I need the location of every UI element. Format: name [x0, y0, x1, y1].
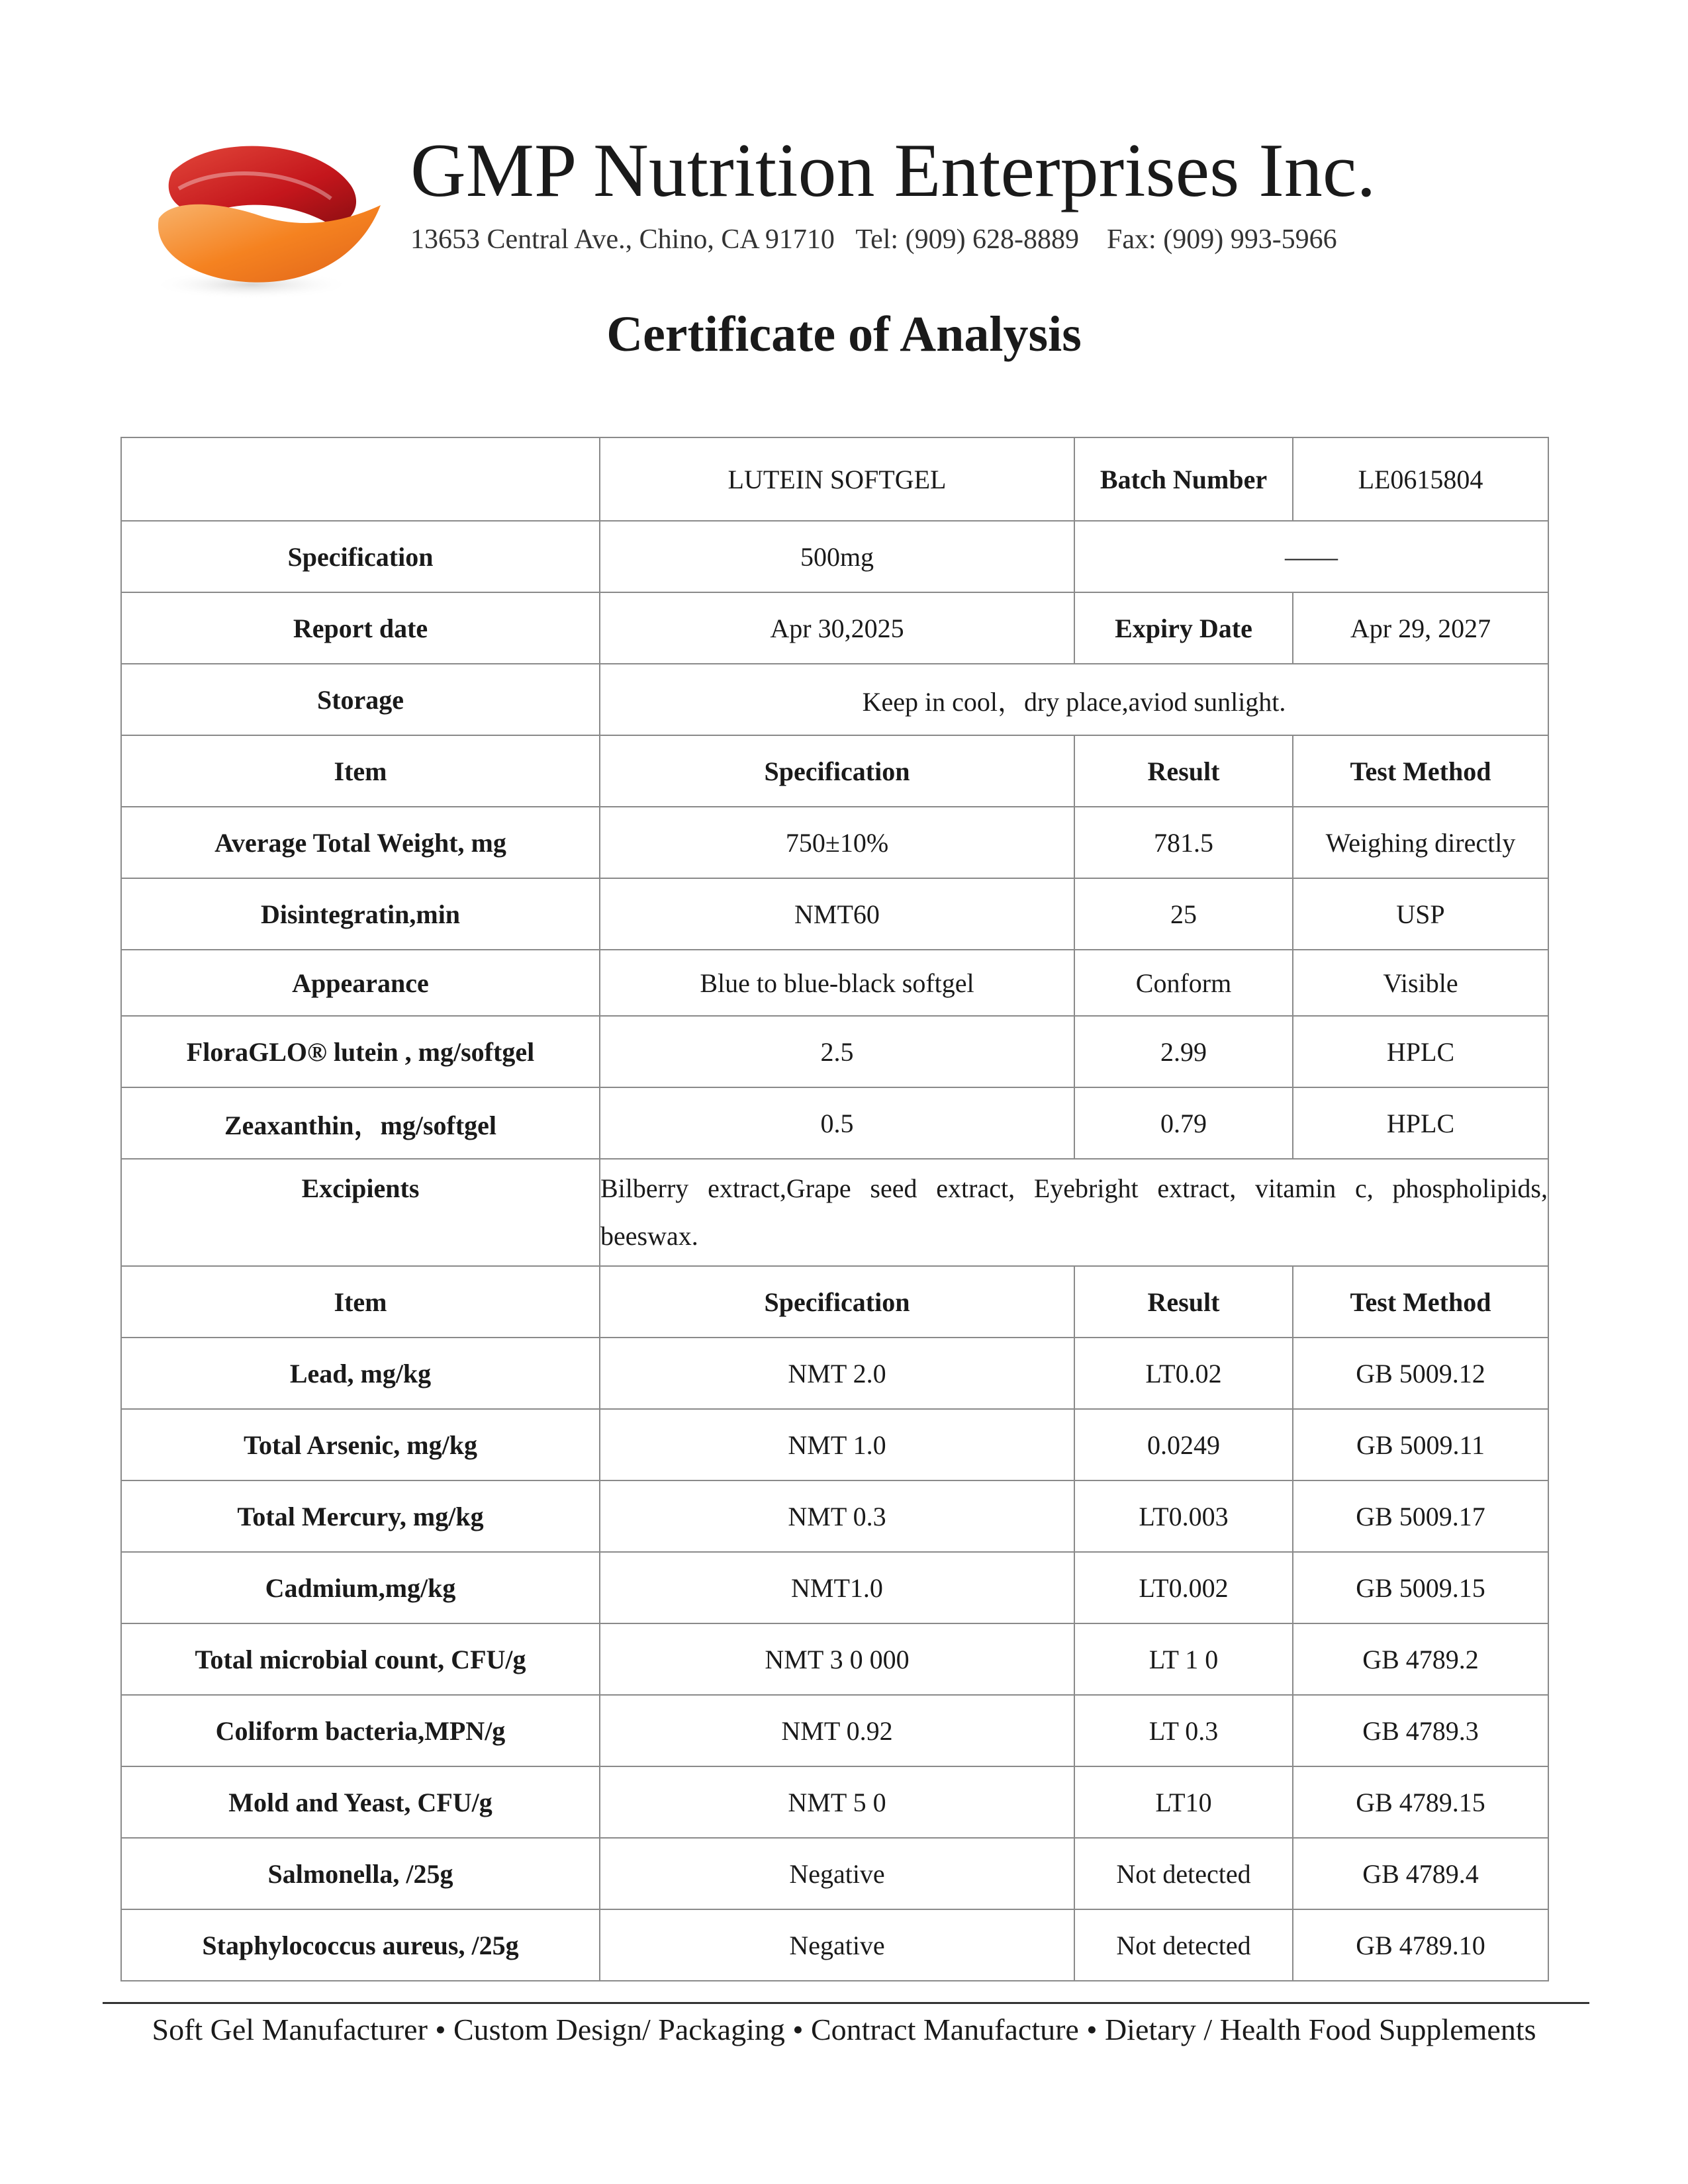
- header-item: Item: [121, 1266, 600, 1338]
- item-test-method: Visible: [1293, 950, 1548, 1016]
- item-result: LT0.02: [1074, 1338, 1293, 1409]
- specification-extra: ——: [1074, 521, 1548, 592]
- section1-header-row: [121, 735, 1548, 807]
- table-row: [121, 1087, 1548, 1159]
- excipients-row: [121, 1159, 1548, 1266]
- item-specification: NMT 2.0: [600, 1338, 1074, 1409]
- header-test-method: Test Method: [1293, 1266, 1548, 1338]
- excipients-value: Bilberry extract,Grape seed extract, Eyebright extract, vitamin c, phospholipids, beeswax.: [600, 1159, 1548, 1266]
- table-row: [121, 1016, 1548, 1087]
- item-result: 0.79: [1074, 1087, 1293, 1159]
- item-result: LT 0.3: [1074, 1695, 1293, 1766]
- header-item: Item: [121, 735, 600, 807]
- item-specification: NMT 0.92: [600, 1695, 1074, 1766]
- item-specification: NMT1.0: [600, 1552, 1074, 1623]
- item-name: Staphylococcus aureus, /25g: [121, 1909, 600, 1981]
- table-row: [121, 807, 1548, 878]
- item-specification: Blue to blue-black softgel: [600, 950, 1074, 1016]
- table-row: [121, 1909, 1548, 1981]
- company-fax: Fax: (909) 993-5966: [1107, 224, 1337, 255]
- item-specification: NMT 0.3: [600, 1480, 1074, 1552]
- storage-value: Keep in cool，dry place,aviod sunlight.: [600, 664, 1548, 735]
- header-result: Result: [1074, 735, 1293, 807]
- empty-cell: [121, 437, 600, 521]
- item-specification: Negative: [600, 1838, 1074, 1909]
- header-specification: Specification: [600, 735, 1074, 807]
- item-name: Coliform bacteria,MPN/g: [121, 1695, 600, 1766]
- item-result: LT 1 0: [1074, 1623, 1293, 1695]
- item-specification: NMT 1.0: [600, 1409, 1074, 1480]
- item-test-method: GB 4789.10: [1293, 1909, 1548, 1981]
- item-test-method: GB 5009.11: [1293, 1409, 1548, 1480]
- item-test-method: GB 5009.12: [1293, 1338, 1548, 1409]
- item-test-method: Weighing directly: [1293, 807, 1548, 878]
- table-row: [121, 950, 1548, 1016]
- item-specification: 750±10%: [600, 807, 1074, 878]
- letterhead: [119, 113, 1575, 311]
- storage-label: Storage: [121, 664, 600, 735]
- table-row: [121, 1838, 1548, 1909]
- item-name: Disintegratin,min: [121, 878, 600, 950]
- item-specification: Negative: [600, 1909, 1074, 1981]
- excipients-label: Excipients: [121, 1159, 600, 1266]
- item-test-method: GB 4789.4: [1293, 1838, 1548, 1909]
- item-name: Total Arsenic, mg/kg: [121, 1409, 600, 1480]
- specification-row: [121, 521, 1548, 592]
- table-row: [121, 878, 1548, 950]
- coa-table: [120, 437, 1549, 1981]
- item-specification: NMT 3 0 000: [600, 1623, 1074, 1695]
- item-test-method: GB 5009.17: [1293, 1480, 1548, 1552]
- table-row: [121, 1480, 1548, 1552]
- item-result: Conform: [1074, 950, 1293, 1016]
- specification-value: 500mg: [600, 521, 1074, 592]
- company-tel: Tel: (909) 628-8889: [855, 224, 1080, 255]
- item-test-method: GB 4789.3: [1293, 1695, 1548, 1766]
- header-test-method: Test Method: [1293, 735, 1548, 807]
- report-date-value: Apr 30,2025: [600, 592, 1074, 664]
- batch-label: Batch Number: [1074, 437, 1293, 521]
- report-date-row: [121, 592, 1548, 664]
- table-row: [121, 1552, 1548, 1623]
- item-result: Not detected: [1074, 1909, 1293, 1981]
- footer-tagline: Soft Gel Manufacturer • Custom Design/ Packaging • Contract Manufacture • Dietary / Health Food Supplements: [152, 2013, 1536, 2046]
- header-specification: Specification: [600, 1266, 1074, 1338]
- company-address: 13653 Central Ave., Chino, CA 91710: [410, 224, 835, 255]
- company-name: GMP Nutrition Enterprises Inc.: [410, 128, 1376, 213]
- section2-header-row: [121, 1266, 1548, 1338]
- item-specification: NMT60: [600, 878, 1074, 950]
- item-specification: 2.5: [600, 1016, 1074, 1087]
- footer-divider: [103, 2002, 1589, 2004]
- expiry-date-label: Expiry Date: [1074, 592, 1293, 664]
- item-name: Mold and Yeast, CFU/g: [121, 1766, 600, 1838]
- item-test-method: HPLC: [1293, 1016, 1548, 1087]
- item-name: Appearance: [121, 950, 600, 1016]
- item-result: LT0.003: [1074, 1480, 1293, 1552]
- red-orange-leaf-logo-icon: [132, 126, 397, 304]
- item-test-method: HPLC: [1293, 1087, 1548, 1159]
- item-specification: 0.5: [600, 1087, 1074, 1159]
- item-name: Zeaxanthin，mg/softgel: [121, 1087, 600, 1159]
- table-row: [121, 1623, 1548, 1695]
- specification-label: Specification: [121, 521, 600, 592]
- item-name: FloraGLO® lutein , mg/softgel: [121, 1016, 600, 1087]
- storage-row: [121, 664, 1548, 735]
- item-result: 781.5: [1074, 807, 1293, 878]
- report-date-label: Report date: [121, 592, 600, 664]
- item-name: Salmonella, /25g: [121, 1838, 600, 1909]
- item-name: Average Total Weight, mg: [121, 807, 600, 878]
- item-result: LT0.002: [1074, 1552, 1293, 1623]
- item-name: Total microbial count, CFU/g: [121, 1623, 600, 1695]
- company-contact: [410, 224, 1376, 255]
- item-name: Cadmium,mg/kg: [121, 1552, 600, 1623]
- table-row: [121, 1338, 1548, 1409]
- item-result: 0.0249: [1074, 1409, 1293, 1480]
- item-test-method: GB 4789.15: [1293, 1766, 1548, 1838]
- item-result: Not detected: [1074, 1838, 1293, 1909]
- batch-value: LE0615804: [1293, 437, 1548, 521]
- table-row: [121, 1695, 1548, 1766]
- table-row: [121, 1766, 1548, 1838]
- item-result: 2.99: [1074, 1016, 1293, 1087]
- document-title: Certificate of Analysis: [606, 306, 1082, 362]
- item-test-method: GB 4789.2: [1293, 1623, 1548, 1695]
- item-test-method: GB 5009.15: [1293, 1552, 1548, 1623]
- item-result: 25: [1074, 878, 1293, 950]
- item-name: Lead, mg/kg: [121, 1338, 600, 1409]
- table-row: [121, 1409, 1548, 1480]
- header-result: Result: [1074, 1266, 1293, 1338]
- company-block: [410, 128, 1376, 255]
- product-row: [121, 437, 1548, 521]
- expiry-date-value: Apr 29, 2027: [1293, 592, 1548, 664]
- item-specification: NMT 5 0: [600, 1766, 1074, 1838]
- item-name: Total Mercury, mg/kg: [121, 1480, 600, 1552]
- product-name: LUTEIN SOFTGEL: [600, 437, 1074, 521]
- item-result: LT10: [1074, 1766, 1293, 1838]
- item-test-method: USP: [1293, 878, 1548, 950]
